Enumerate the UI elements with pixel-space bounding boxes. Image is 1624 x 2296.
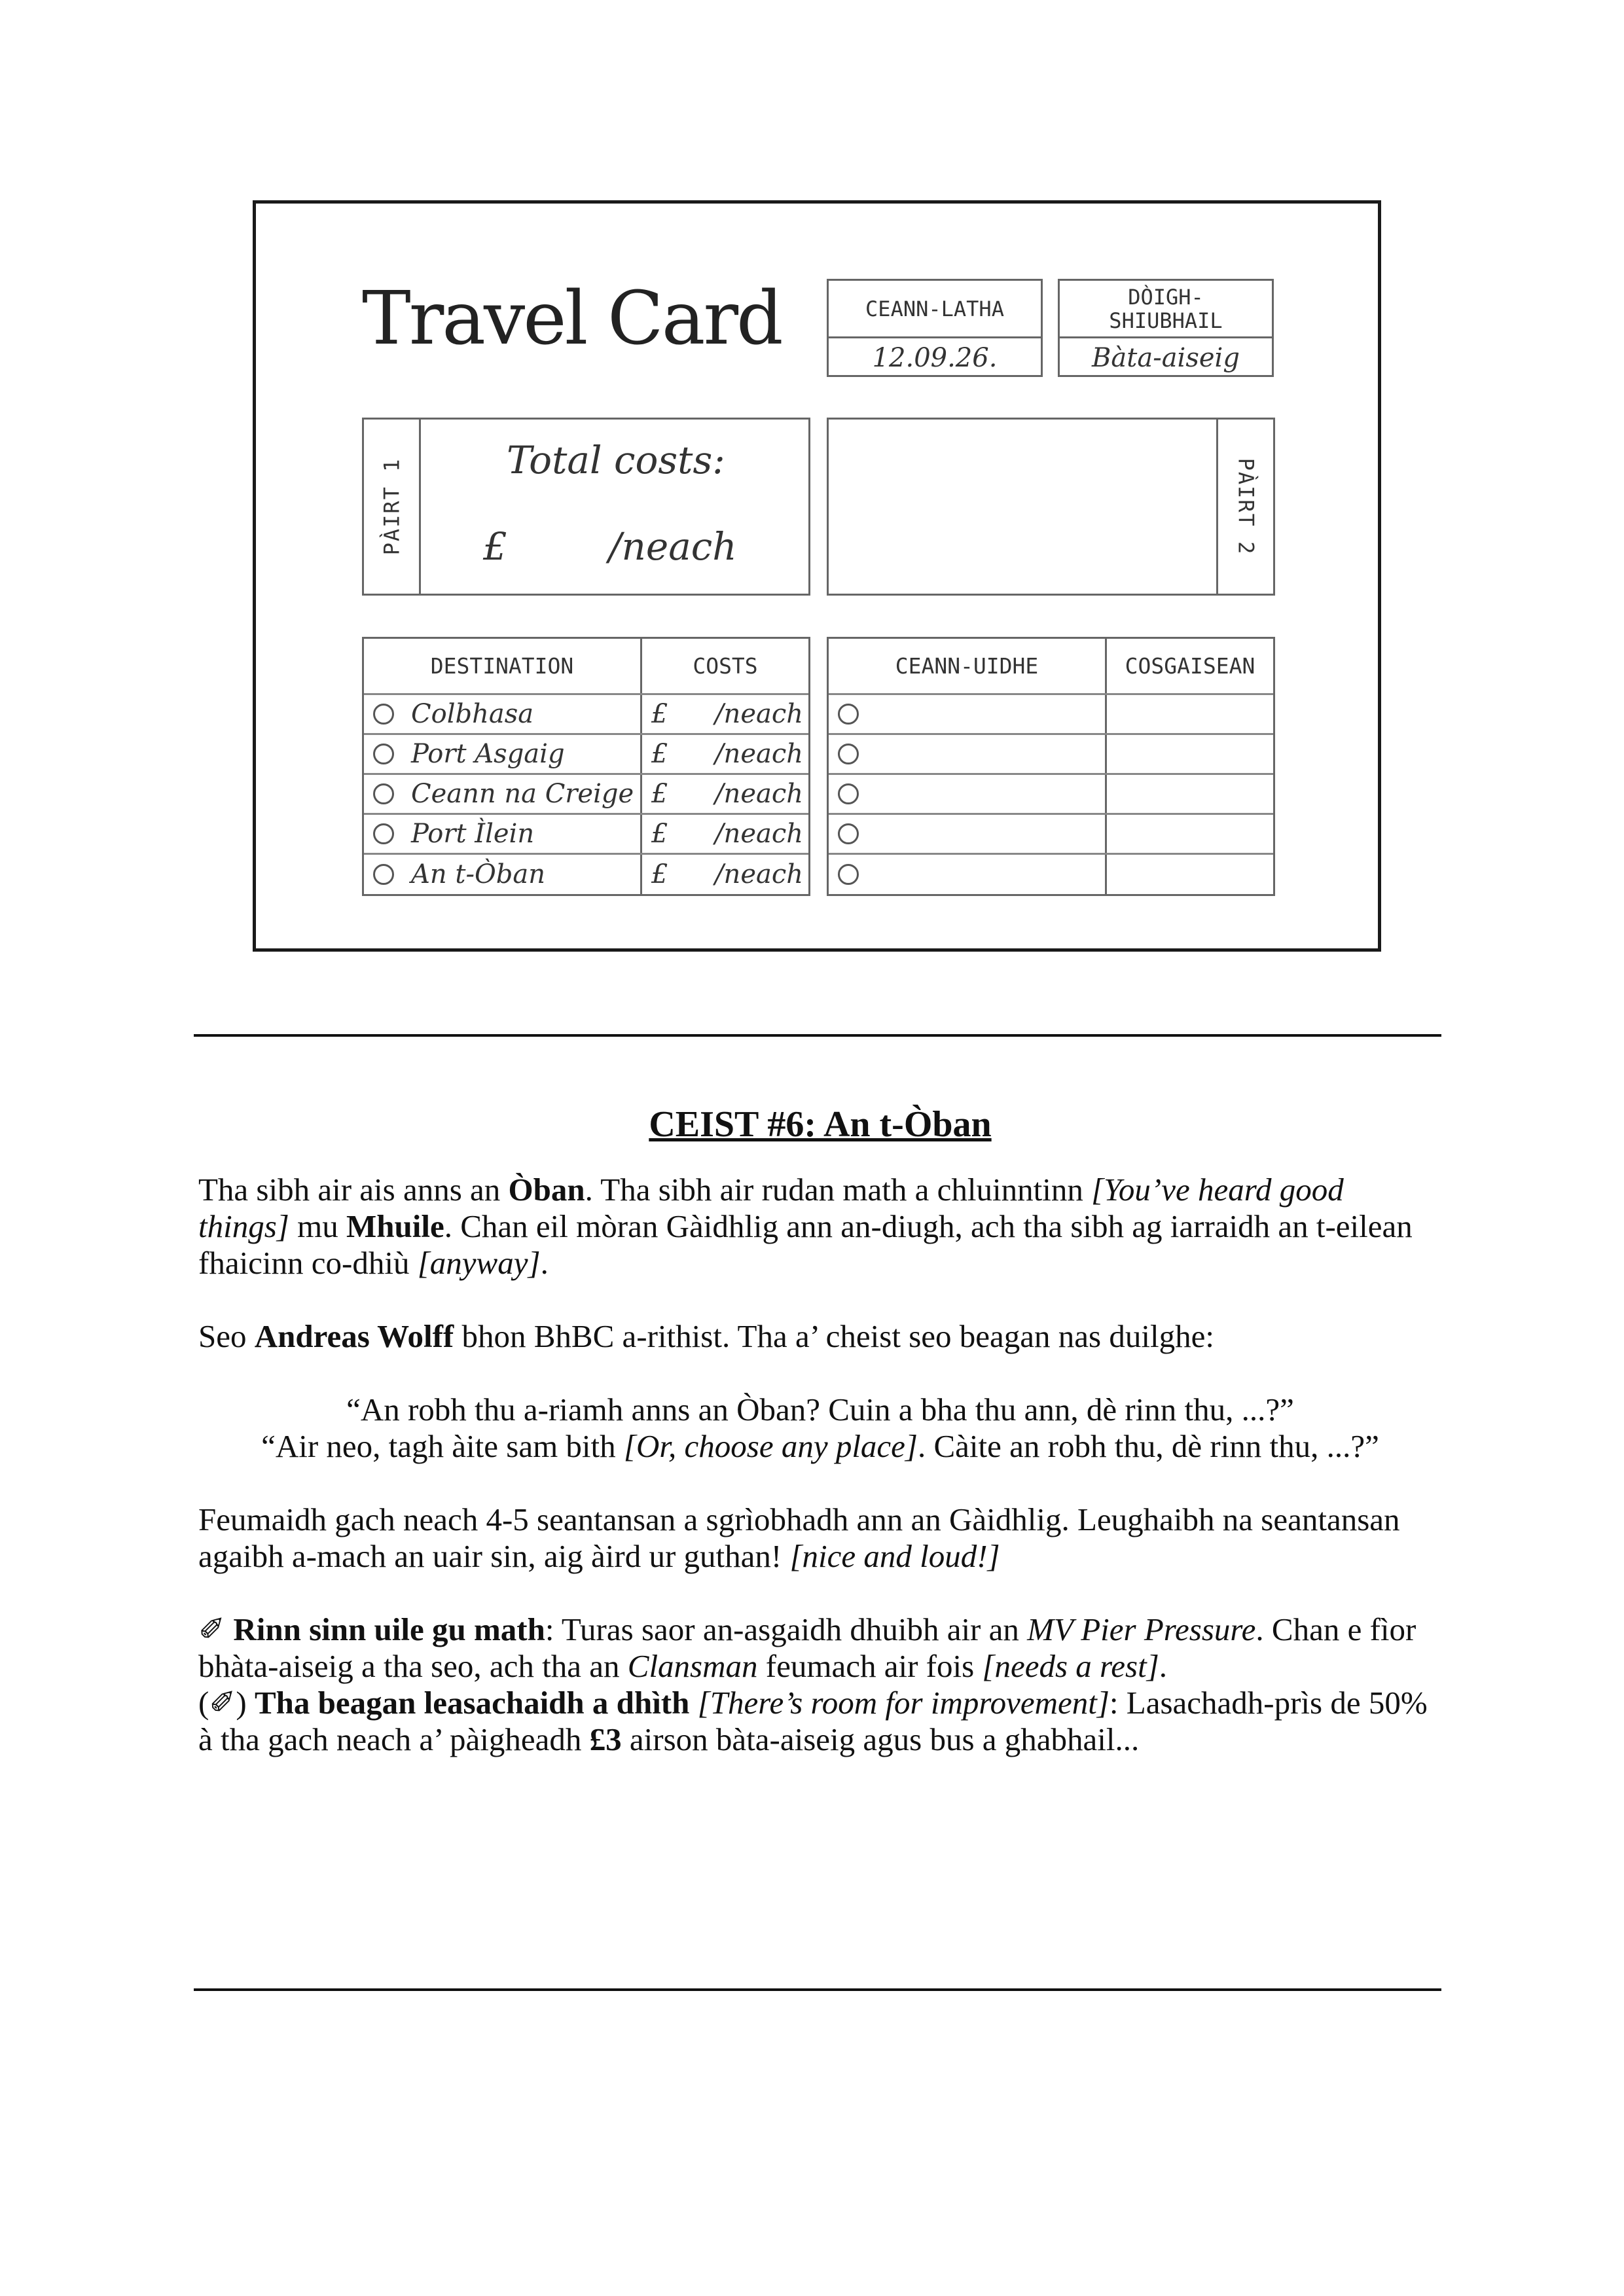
per-person: /neach xyxy=(715,699,803,729)
date-box xyxy=(827,279,1043,377)
text: Tha sibh air ais anns an xyxy=(198,1172,509,1208)
check-icon: ✐ xyxy=(198,1611,226,1647)
text: airson bàta-aiseig agus bus a ghabhail... xyxy=(621,1721,1140,1757)
cost-cell[interactable] xyxy=(1107,855,1273,894)
cost-cell xyxy=(642,735,808,773)
text: : Turas saor an-asgaidh dhuibh air an xyxy=(545,1611,1028,1647)
radio-button[interactable] xyxy=(373,823,394,844)
per-person: /neach xyxy=(715,819,803,849)
destination-cell xyxy=(829,775,1107,813)
table-row[interactable] xyxy=(364,855,808,894)
travel-mode-box xyxy=(1058,279,1274,377)
pound-sign: £ xyxy=(651,819,668,849)
destination-name: Port Ìlein xyxy=(411,819,535,849)
radio-button[interactable] xyxy=(838,864,859,885)
date-label: CEANN-LATHA xyxy=(829,281,1041,338)
destination-cell xyxy=(364,775,642,813)
table-row[interactable] xyxy=(829,815,1273,855)
destination-name: Port Asgaig xyxy=(411,739,565,769)
text: . Tha sibh air rudan math a chluinntinn xyxy=(585,1172,1092,1208)
bold-text: Tha beagan leasachaidh a dhìth xyxy=(254,1685,690,1721)
part1-total-label: Total costs: xyxy=(507,438,725,482)
destination-cell xyxy=(829,735,1107,773)
destination-name: Colbhasa xyxy=(411,699,534,729)
destination-cell xyxy=(364,695,642,733)
radio-button[interactable] xyxy=(838,704,859,725)
destination-cell xyxy=(829,815,1107,853)
text: . Càite an robh thu, dè rinn thu, ...?” xyxy=(918,1428,1379,1464)
table-row[interactable] xyxy=(829,695,1273,735)
destination-cell xyxy=(364,855,642,894)
italic-text: [anyway] xyxy=(417,1245,541,1281)
table-row[interactable] xyxy=(364,815,808,855)
radio-button[interactable] xyxy=(373,783,394,804)
text: Seo xyxy=(198,1318,255,1354)
radio-button[interactable] xyxy=(373,864,394,885)
destination-cell xyxy=(829,695,1107,733)
radio-button[interactable] xyxy=(373,744,394,764)
destination-cell xyxy=(829,855,1107,894)
radio-button[interactable] xyxy=(838,744,859,764)
destination-header: DESTINATION xyxy=(364,639,642,693)
bottom-divider xyxy=(194,1988,1441,1991)
italic-text: [nice and loud!] xyxy=(789,1538,1000,1574)
text: mu xyxy=(289,1208,346,1244)
cosgaisean-header: COSGAISEAN xyxy=(1125,653,1255,679)
table-row[interactable] xyxy=(829,735,1273,775)
pound-sign: £ xyxy=(651,739,668,769)
card-title: Travel Card xyxy=(362,276,782,361)
table-row[interactable] xyxy=(829,855,1273,894)
bold-text: Rinn sinn uile gu math xyxy=(233,1611,545,1647)
text: . xyxy=(1159,1648,1168,1684)
table-header xyxy=(829,639,1273,695)
table-row[interactable] xyxy=(364,695,808,735)
part2-label: PÀIRT 2 xyxy=(1233,457,1259,556)
ceann-uidhe-header: CEANN-UIDHE xyxy=(829,639,1107,693)
cost-cell xyxy=(642,815,808,853)
italic-text: [needs a rest] xyxy=(982,1648,1159,1684)
italic-text: [You’ve heard good things] xyxy=(198,1172,1344,1244)
part1-pound: £ xyxy=(483,524,507,569)
part2-box xyxy=(827,418,1275,596)
text: Feumaidh gach neach 4-5 seantansan a sgrìobhadh ann an Gàidhlig. Leughaibh na seantansan agaibh a-mach an uair sin, aig àird ur guthan! xyxy=(198,1501,1400,1574)
top-divider xyxy=(194,1034,1441,1037)
text: “Air neo, tagh àite sam bith xyxy=(261,1428,624,1464)
bold-text: £3 xyxy=(589,1721,622,1757)
table-row[interactable] xyxy=(829,775,1273,815)
pound-sign: £ xyxy=(651,779,668,809)
destination-name: Ceann na Creige xyxy=(411,779,634,809)
italic-text: [Or, choose any place] xyxy=(623,1428,918,1464)
paragraph-reward-full xyxy=(198,1611,1442,1685)
text: . Chan eil mòran Gàidhlig ann an-diugh, ach tha sibh ag iarraidh an t-eilean fhaicinn co-dhiù xyxy=(198,1208,1413,1281)
ceann-uidhe-table xyxy=(827,637,1275,896)
cost-cell xyxy=(642,855,808,894)
travel-mode-value[interactable]: Bàta-aiseig xyxy=(1092,343,1240,373)
quote-two xyxy=(198,1428,1442,1465)
bold-text: Òban xyxy=(508,1172,585,1208)
paragraph-speaker xyxy=(198,1318,1442,1355)
destination-cell xyxy=(364,735,642,773)
date-value[interactable]: 12.09.26. xyxy=(872,343,998,373)
bold-text: Mhuile xyxy=(346,1208,444,1244)
table-row[interactable] xyxy=(364,735,808,775)
paragraph-instructions xyxy=(198,1501,1442,1575)
bold-text: Andreas Wolff xyxy=(254,1318,454,1354)
italic-text: MV Pier Pressure xyxy=(1027,1611,1256,1647)
italic-text: [There’s room for improvement] xyxy=(697,1685,1110,1721)
cost-cell xyxy=(642,695,808,733)
per-person: /neach xyxy=(715,739,803,769)
per-person: /neach xyxy=(715,779,803,809)
text: feumach air fois xyxy=(757,1648,983,1684)
text: : Lasachadh-prìs de 50% à tha gach neach a’ pàigheadh xyxy=(198,1685,1428,1757)
part1-label: PÀIRT 1 xyxy=(379,457,405,556)
paragraph-reward-partial xyxy=(198,1685,1442,1758)
text: . xyxy=(540,1245,549,1281)
part1-box xyxy=(362,418,810,596)
question-section xyxy=(198,1106,1442,1758)
per-person: /neach xyxy=(715,859,803,889)
check-icon: (✐) xyxy=(198,1685,247,1721)
cost-cell xyxy=(642,775,808,813)
pound-sign: £ xyxy=(651,859,668,889)
travel-mode-label: DÒIGH- SHIUBHAIL xyxy=(1060,281,1272,338)
text: bhon BhBC a-rithist. Tha a’ cheist seo beagan nas duilghe: xyxy=(454,1318,1214,1354)
radio-button[interactable] xyxy=(373,704,394,725)
destination-cell xyxy=(364,815,642,853)
radio-button[interactable] xyxy=(838,823,859,844)
travel-card xyxy=(253,200,1381,952)
cost-cell[interactable] xyxy=(1107,695,1273,733)
radio-button[interactable] xyxy=(838,783,859,804)
destination-name: An t-Òban xyxy=(411,859,545,889)
paragraph-intro xyxy=(198,1172,1442,1282)
part2-label-strip xyxy=(1216,420,1273,594)
part1-each: /neach xyxy=(609,524,737,569)
table-row[interactable] xyxy=(364,775,808,815)
quote-one: “An robh thu a-riamh anns an Òban? Cuin a bha thu ann, dè rinn thu, ...?” xyxy=(346,1391,1294,1427)
costs-header: COSTS xyxy=(693,653,758,679)
cost-cell[interactable] xyxy=(1107,815,1273,853)
text: . Chan e fìor bhàta-aiseig a tha seo, ach tha an xyxy=(198,1611,1416,1684)
question-heading: CEIST #6: An t-Òban xyxy=(649,1104,992,1145)
pound-sign: £ xyxy=(651,699,668,729)
cost-cell[interactable] xyxy=(1107,735,1273,773)
italic-text: Clansman xyxy=(627,1648,758,1684)
table-header xyxy=(364,639,808,695)
cost-cell[interactable] xyxy=(1107,775,1273,813)
destination-table xyxy=(362,637,810,896)
part1-label-strip xyxy=(364,420,421,594)
